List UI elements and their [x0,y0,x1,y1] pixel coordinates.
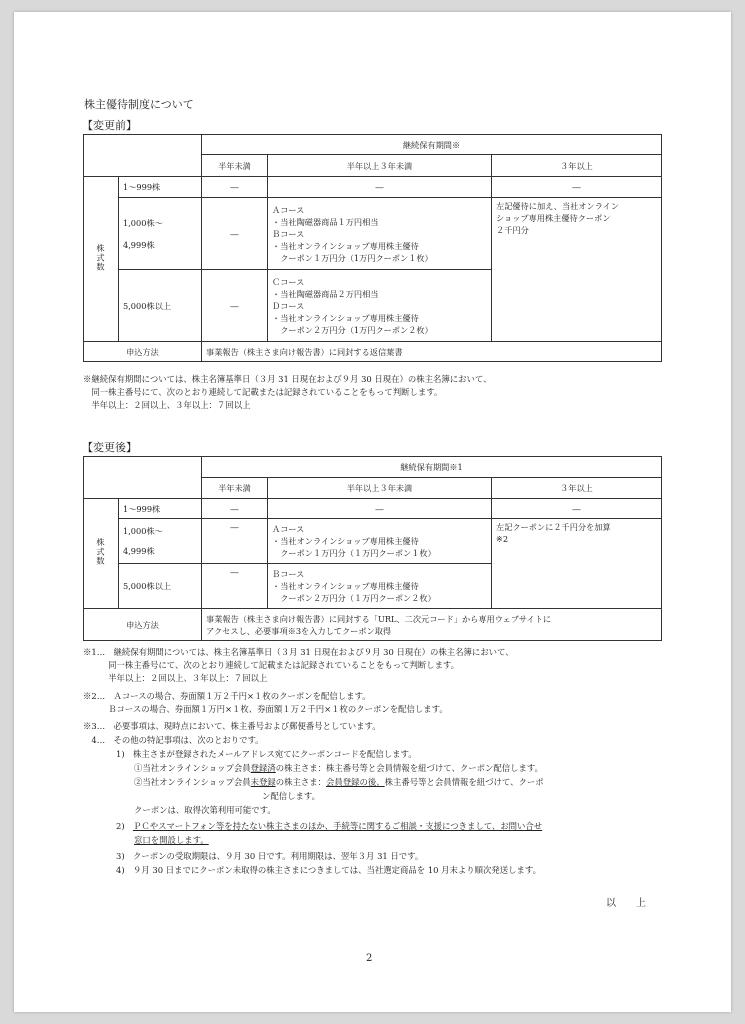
document-page [14,12,731,1012]
after-table [83,456,662,641]
after-apply-label: 申込方法 [84,609,202,641]
page-number: 2 [366,953,373,964]
after-item-2-line1: ＰＣやスマートフォン等を持たない株主さまのほか、手続等に関するご相談・支援につきまして、お問い合せ [132,821,543,831]
before-row1-a: ― [202,177,268,198]
after-item-1b [134,776,544,789]
before-col-half-under: 半年未満 [202,155,268,177]
page-title: 株主優待制度について [84,98,194,111]
before-row3-a: ― [202,270,268,342]
after-row2-c: 左記クーポンに２千円分を加算 ※2 [492,519,662,609]
after-item-3: 3) クーポンの受取期限は、９月 30 日です。利用期限は、翌年３月 31 日です。 [116,851,424,861]
after-section-label: 【変更後】 [82,441,137,454]
after-item-1b-pre: ②当社オンラインショップ会員 [134,777,251,787]
before-row2-c: 左記優待に加え、当社オンライン ショップ専用株主優待クーポン ２千円分 [492,198,662,342]
after-row2-shares-cell [119,519,202,564]
after-item-1b-unregistered: 未登録 [250,777,276,787]
after-item-1a-pre: ①当社オンラインショップ会員 [134,763,251,773]
after-note-2: ※2… Ａコースの場合、券面額１万２千円×１枚のクーポンを配信します。 Ｂコースの場合、券面額１万円×１枚、券面額１万２千円×１枚のクーポンを配信します。 [83,691,448,714]
before-col-half-to3: 半年以上３年未満 [268,155,492,177]
after-col-half-to3: 半年以上３年未満 [268,478,492,499]
after-col-3plus: ３年以上 [492,478,662,499]
before-corner-cell [84,135,202,177]
before-row1-c: ― [492,177,662,198]
closing-mark: 以 上 [606,898,646,909]
after-item-1c: クーポンは、取得次第利用可能です。 [134,805,276,815]
after-note-4: 4… その他の特記事項は、次のとおりです。 [83,735,264,745]
before-row3-b: Ｃコース ・当社陶磁器商品２万円相当 Ｄコース ・当社オンラインショップ専用株主優待 クーポン２万円分（1万円クーポン２枚） [268,270,492,342]
after-item-1b-cont: ン配信します。 [262,791,320,801]
before-row3-shares: 5,000株以上 [119,270,202,342]
before-table [83,134,662,362]
after-note-3: ※3… 必要事項は、現時点において、株主番号および郵便番号としています。 [83,721,381,731]
before-row2-a: ― [202,198,268,270]
after-corner-cell [84,457,202,499]
after-row1-a: ― [202,499,268,519]
after-row2-a: ― [202,519,268,564]
before-apply-label: 申込方法 [84,342,202,362]
before-section-label: 【変更前】 [82,119,137,132]
after-col-half-under: 半年未満 [202,478,268,499]
after-item-1a [134,762,543,775]
before-row1-b: ― [268,177,492,198]
after-row3-shares: 5,000株以上 [119,564,202,609]
before-col-3plus: ３年以上 [492,155,662,177]
after-item-2 [116,820,542,833]
after-item-4: 4) ９月 30 日までにクーポン未取得の株主さまにつきましては、当社選定商品を 10 月末より順次発送します。 [116,865,541,875]
before-notes: ※継続保有期間については、株主名簿基準日（３月 31 日現在および９月 30 日現在）の株主名簿において、 同一株主番号にて、次のとおり連続して記載または記録されていることをもって判断します。 半年以上：２回以上、３年以上：７回以上 [83,374,492,410]
after-row3-b: Ｂコース ・当社オンラインショップ専用株主優待 クーポン２万円分（１万円クーポン２枚） [268,564,492,609]
after-item-1b-after-register: 会員登録の後、 [326,777,385,787]
after-item-1a-registered: 登録済 [250,763,276,773]
before-row2-b: Ａコース ・当社陶磁器商品１万円相当 Ｂコース ・当社オンラインショップ専用株主優待 クーポン１万円分（1万円クーポン１枚） [268,198,492,270]
after-shares-label-cell [84,499,119,609]
before-apply-value: 事業報告（株主さま向け報告書）に同封する返信葉書 [202,342,662,362]
after-item-2-line2: 窓口を開設します。 [134,835,209,845]
after-item-2-cont [134,834,209,847]
after-item-2-num: 2) [116,821,133,831]
after-item-1b-post: 株主番号等と会員情報を紐づけて、クーポ [384,777,544,787]
after-row2-b: Ａコース ・当社オンラインショップ専用株主優待 クーポン１万円分（１万円クーポン１枚） [268,519,492,564]
before-shares-label: 株式数 [96,243,106,272]
after-row1-c: ― [492,499,662,519]
before-row2-shares-cell [119,198,202,270]
after-row2-shares-a: 1,000株～ [123,526,163,536]
after-period-header: 継続保有期間※1 [202,457,662,478]
after-apply-value: 事業報告（株主さま向け報告書）に同封する「URL、二次元コード」から専用ウェブサイトに アクセスし、必要事項※3を入力してクーポン取得 [202,609,662,641]
before-row2-shares-b: 4,999株 [123,239,155,250]
after-item-1a-post: の株主さま：株主番号等と会員情報を紐づけて、クーポン配信します。 [275,763,543,773]
after-row2-shares-b: 4,999株 [123,546,155,556]
after-item-1b-mid: の株主さま： [275,777,326,787]
after-row1-b: ― [268,499,492,519]
before-period-header: 継続保有期間※ [202,135,662,155]
after-item-1: 1) 株主さまが登録されたメールアドレス宛てにクーポンコードを配信します。 [116,749,417,759]
before-row2-shares-a: 1,000株～ [123,217,163,228]
after-row3-a: ― [202,564,268,609]
before-row1-shares: 1～999株 [119,177,202,198]
after-note-1: ※1… 継続保有期間については、株主名簿基準日（３月 31 日現在および９月 30 日現在）の株主名簿において、 同一株主番号にて、次のとおり連続して記載または記録されていることをもって判断します。 半年以上：２回以上、３年以上：７回以上 [83,647,514,683]
after-row1-shares: 1～999株 [119,499,202,519]
after-shares-label: 株式数 [96,538,106,566]
before-shares-label-cell [84,177,119,342]
